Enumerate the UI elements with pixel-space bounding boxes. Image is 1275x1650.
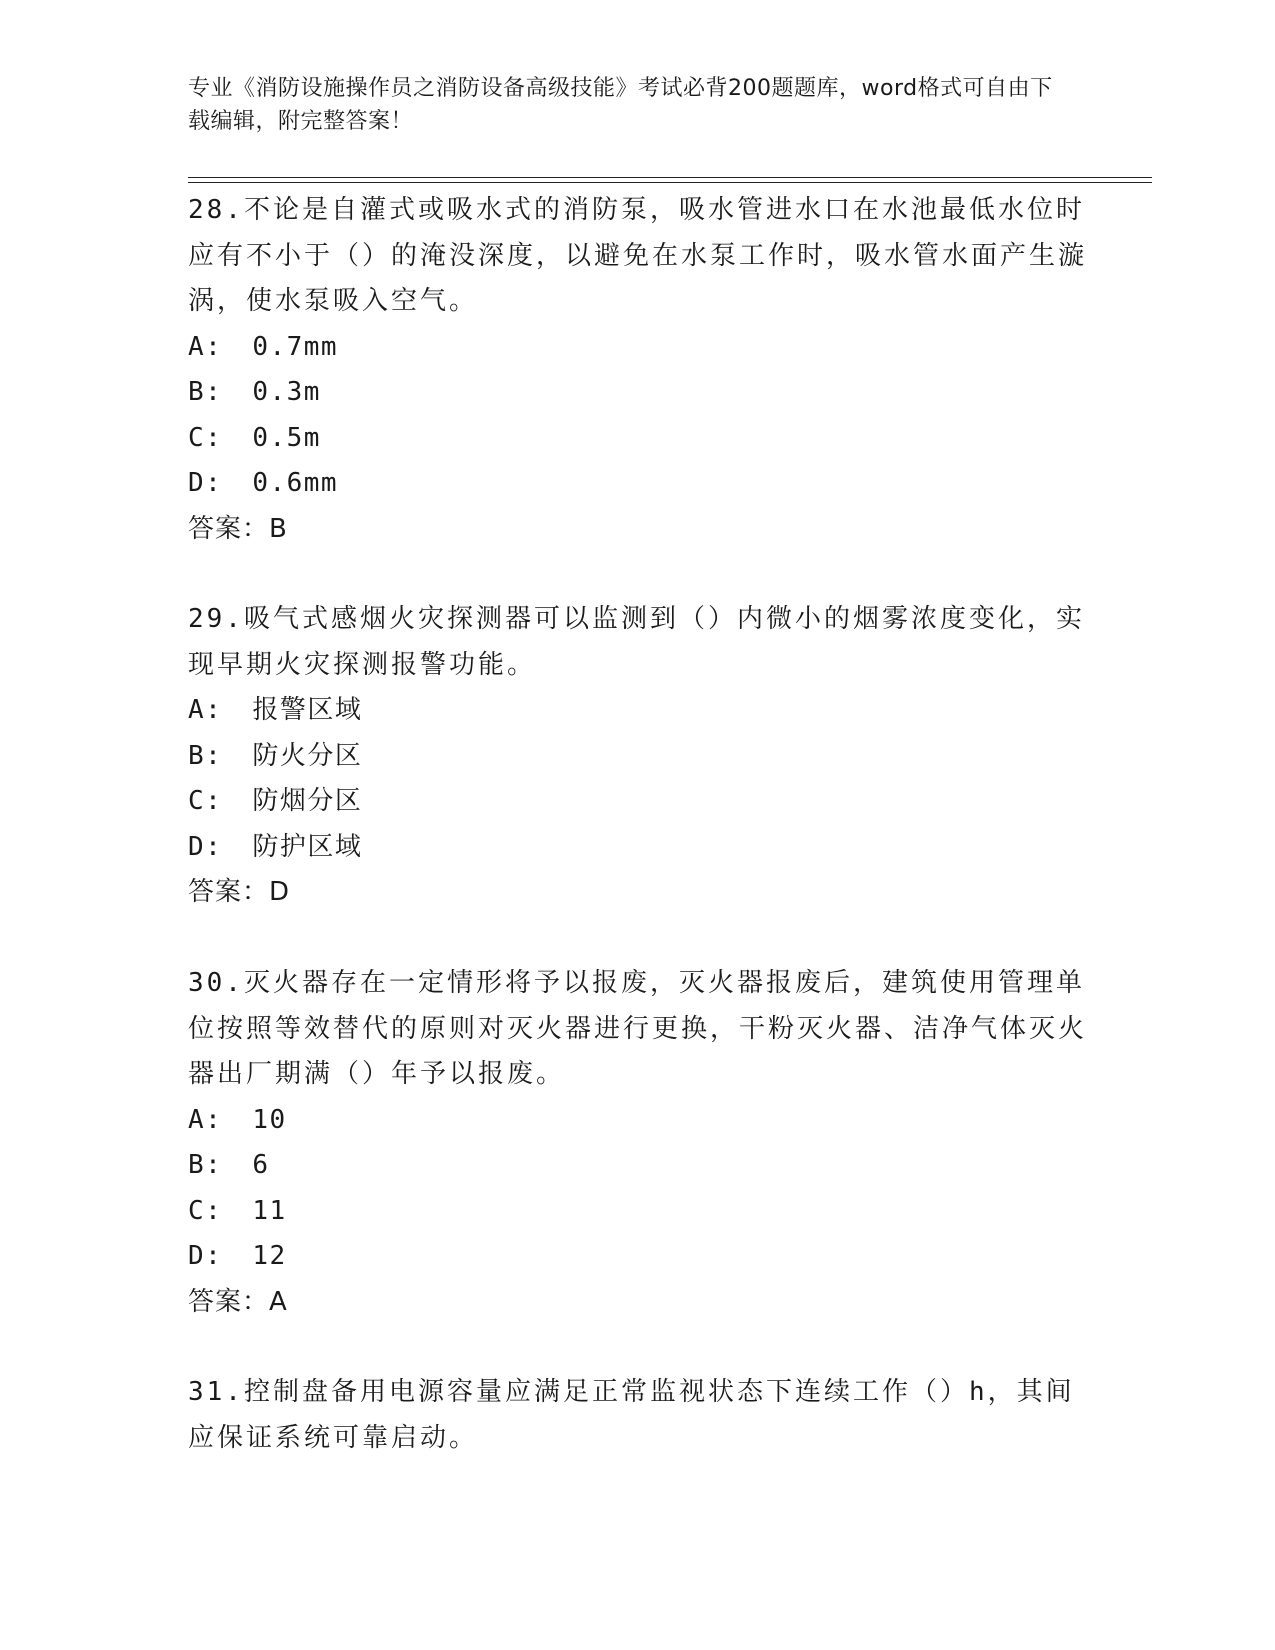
option-letter: D: xyxy=(188,1241,223,1271)
question-29 xyxy=(188,597,1088,916)
option-text: 11 xyxy=(252,1195,287,1226)
question-stem: 30.灭火器存在一定情形将予以报废，灭火器报废后，建筑使用管理单位按照等效替代的原则对灭火器进行更换，干粉灭火器、洁净气体灭火器出厂期满（）年予以报废。 xyxy=(188,968,1088,1089)
question-stem: 29.吸气式感烟火灾探测器可以监测到（）内微小的烟雾浓度变化，实现早期火灾探测报警功能。 xyxy=(188,604,1085,680)
option-a xyxy=(188,325,1088,371)
header-rule-top xyxy=(188,177,1152,178)
option-text: 0.5m xyxy=(252,422,321,453)
option-c xyxy=(188,416,1088,462)
option-letter: D: xyxy=(188,468,223,498)
option-letter: B: xyxy=(188,377,223,407)
option-a xyxy=(188,688,1088,734)
option-text: 防护区域 xyxy=(252,831,363,862)
option-text: 防烟分区 xyxy=(252,786,363,816)
option-text: 12 xyxy=(252,1241,287,1271)
option-text: 0.7mm xyxy=(252,331,339,362)
answer-line: 答案：A xyxy=(188,1286,288,1317)
option-c xyxy=(188,779,1088,825)
header-rule-bottom xyxy=(188,182,1152,183)
option-letter: B: xyxy=(188,740,223,771)
option-text: 防火分区 xyxy=(252,740,363,771)
option-text: 0.6mm xyxy=(252,468,339,498)
option-letter: A: xyxy=(188,695,223,725)
option-letter: C: xyxy=(188,422,223,453)
option-letter: C: xyxy=(188,786,223,816)
option-letter: D: xyxy=(188,831,223,862)
option-b xyxy=(188,370,1088,416)
option-b xyxy=(188,734,1088,780)
option-letter: C: xyxy=(188,1195,223,1226)
option-text: 10 xyxy=(252,1104,287,1135)
question-stem: 31.控制盘备用电源容量应满足正常监视状态下连续工作（）h，其间应保证系统可靠启动。 xyxy=(188,1377,1075,1453)
option-letter: B: xyxy=(188,1150,223,1180)
option-text: 报警区域 xyxy=(252,695,363,725)
option-letter: A: xyxy=(188,1104,223,1135)
option-b xyxy=(188,1143,1088,1189)
document-header: 专业《消防设施操作员之消防设备高级技能》考试必背200题题库，word格式可自由下载编辑，附完整答案！ xyxy=(188,76,1053,134)
answer-line: 答案：D xyxy=(188,877,291,907)
question-28 xyxy=(188,188,1088,552)
option-text: 6 xyxy=(252,1150,270,1180)
question-stem: 28.不论是自灌式或吸水式的消防泵，吸水管进水口在水池最低水位时应有不小于（）的淹没深度，以避免在水泵工作时，吸水管水面产生漩涡，使水泵吸入空气。 xyxy=(188,195,1088,316)
question-31 xyxy=(188,1370,1088,1461)
option-c xyxy=(188,1189,1088,1235)
option-text: 0.3m xyxy=(252,377,321,407)
option-letter: A: xyxy=(188,331,223,362)
answer-line: 答案：B xyxy=(188,513,288,544)
option-d xyxy=(188,1234,1088,1280)
option-d xyxy=(188,461,1088,507)
option-a xyxy=(188,1098,1088,1144)
option-d xyxy=(188,825,1088,871)
question-30 xyxy=(188,961,1088,1325)
